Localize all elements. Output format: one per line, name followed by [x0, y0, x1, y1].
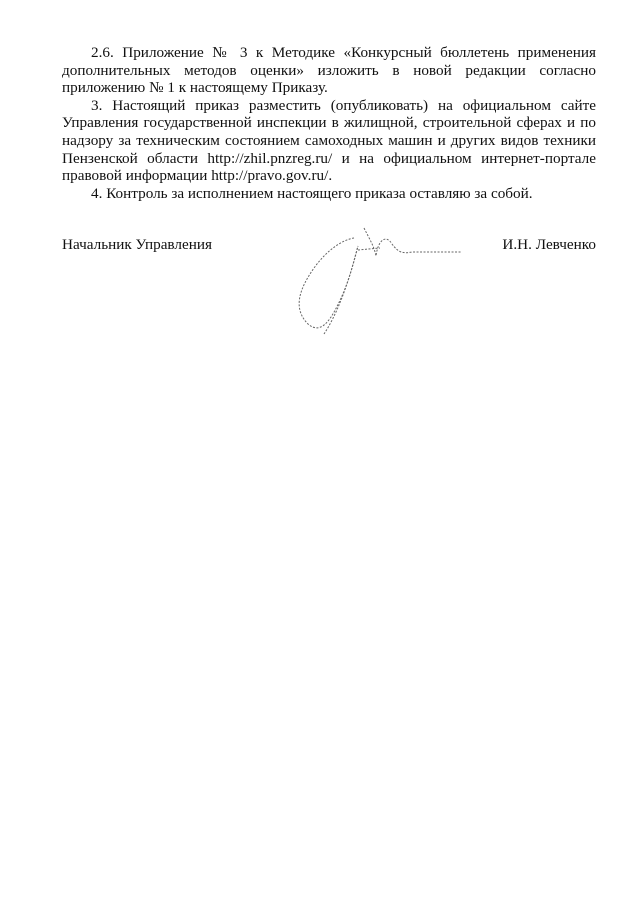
- paragraph-3: 3. Настоящий приказ разместить (опубликовать) на официальном сайте Управления государственной инспекции в жилищной, строительной сферах и по надзору за техническим состоянием самоходных машин и других видов техники Пензенской области http://zhil.pnzreg.ru/ и на официальном интернет-портале правовой информации http://pravo.gov.ru/.: [62, 96, 596, 185]
- handwritten-signature: [262, 216, 462, 366]
- paragraph-4: 4. Контроль за исполнением настоящего приказа оставляю за собой.: [91, 184, 533, 202]
- paragraph-2-6: 2.6. Приложение № 3 к Методике «Конкурсный бюллетень применения дополнительных методов оценки» изложить в новой редакции согласно приложению № 1 к настоящему Приказу.: [62, 44, 596, 97]
- signatory-position: Начальник Управления: [62, 236, 212, 253]
- signature-block: [62, 236, 596, 366]
- signatory-name: И.Н. Левченко: [502, 236, 596, 253]
- document-body: [62, 44, 596, 202]
